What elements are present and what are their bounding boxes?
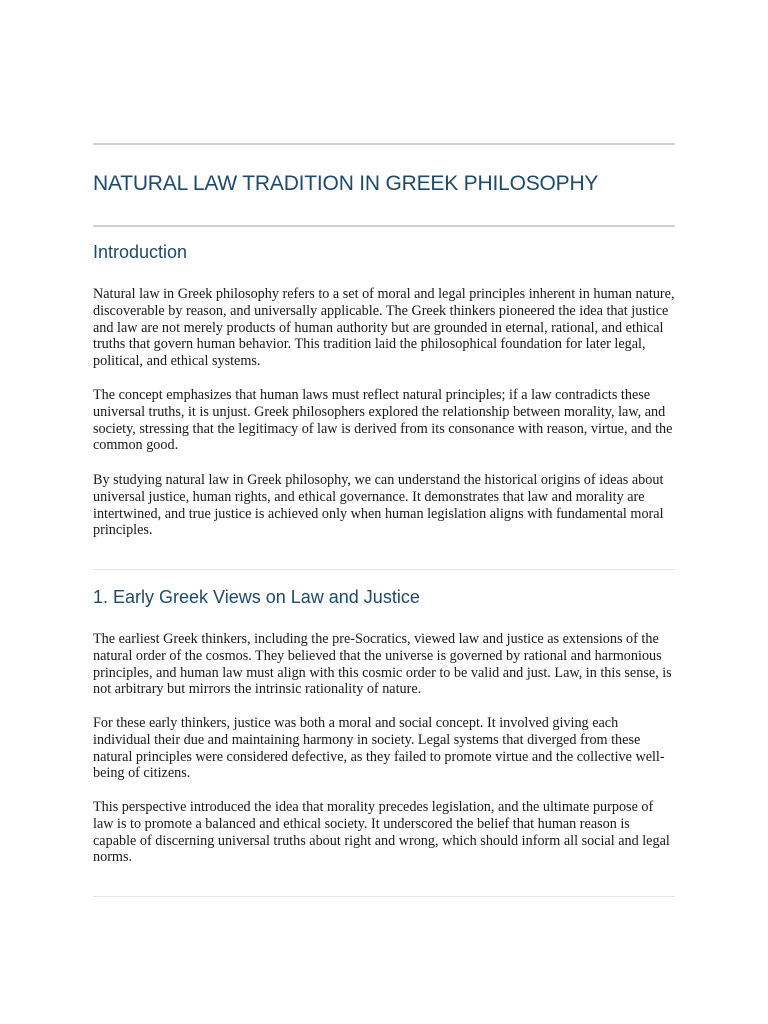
section-heading-introduction: Introduction	[93, 242, 188, 262]
bottom-divider	[93, 896, 675, 897]
early-views-paragraph-3: This perspective introduced the idea that morality precedes legislation, and the ultimate purpose of law is to promote a balanced and ethical society. It underscored the belief that human reason is capable of discerning universal truths about right and wrong, which should inform all social and legal norms.	[93, 799, 670, 866]
intro-paragraph-2: The concept emphasizes that human laws must reflect natural principles; if a law contradicts these universal truths, it is unjust. Greek philosophers explored the relationship between morality, law, and society, stressing that the legitimacy of law is derived from its consonance with reason, virtue, and the common good.	[93, 387, 673, 454]
early-views-paragraph-1: The earliest Greek thinkers, including the pre-Socratics, viewed law and justice as extensions of the natural order of the cosmos. They believed that the universe is governed by rational and harmonious principles, and human law must align with this cosmic order to be valid and just. Law, in this sense, is not arbitrary but mirrors the intrinsic rationality of nature.	[93, 631, 672, 698]
section-divider	[93, 569, 675, 570]
title-divider	[93, 225, 675, 227]
intro-paragraph-3: By studying natural law in Greek philosophy, we can understand the historical origins of ideas about universal justice, human rights, and ethical governance. It demonstrates that law and morality are intertwined, and true justice is achieved only when human legislation aligns with fundamental moral principles.	[93, 472, 664, 539]
top-divider	[93, 143, 675, 145]
section-heading-early-greek-views: 1. Early Greek Views on Law and Justice	[93, 587, 420, 607]
intro-paragraph-1: Natural law in Greek philosophy refers to a set of moral and legal principles inherent in human nature, discoverable by reason, and universally applicable. The Greek thinkers pioneered the idea that justice and law are not merely products of human authority but are grounded in eternal, rational, and ethical truths that govern human behavior. This tradition laid the philosophical foundation for later legal, political, and ethical systems.	[93, 286, 675, 370]
document-title: NATURAL LAW TRADITION IN GREEK PHILOSOPHY	[93, 172, 599, 195]
early-views-paragraph-2: For these early thinkers, justice was both a moral and social concept. It involved giving each individual their due and maintaining harmony in society. Legal systems that diverged from these natural principles were considered defective, as they failed to promote virtue and the collective well-being of citizens.	[93, 715, 665, 782]
